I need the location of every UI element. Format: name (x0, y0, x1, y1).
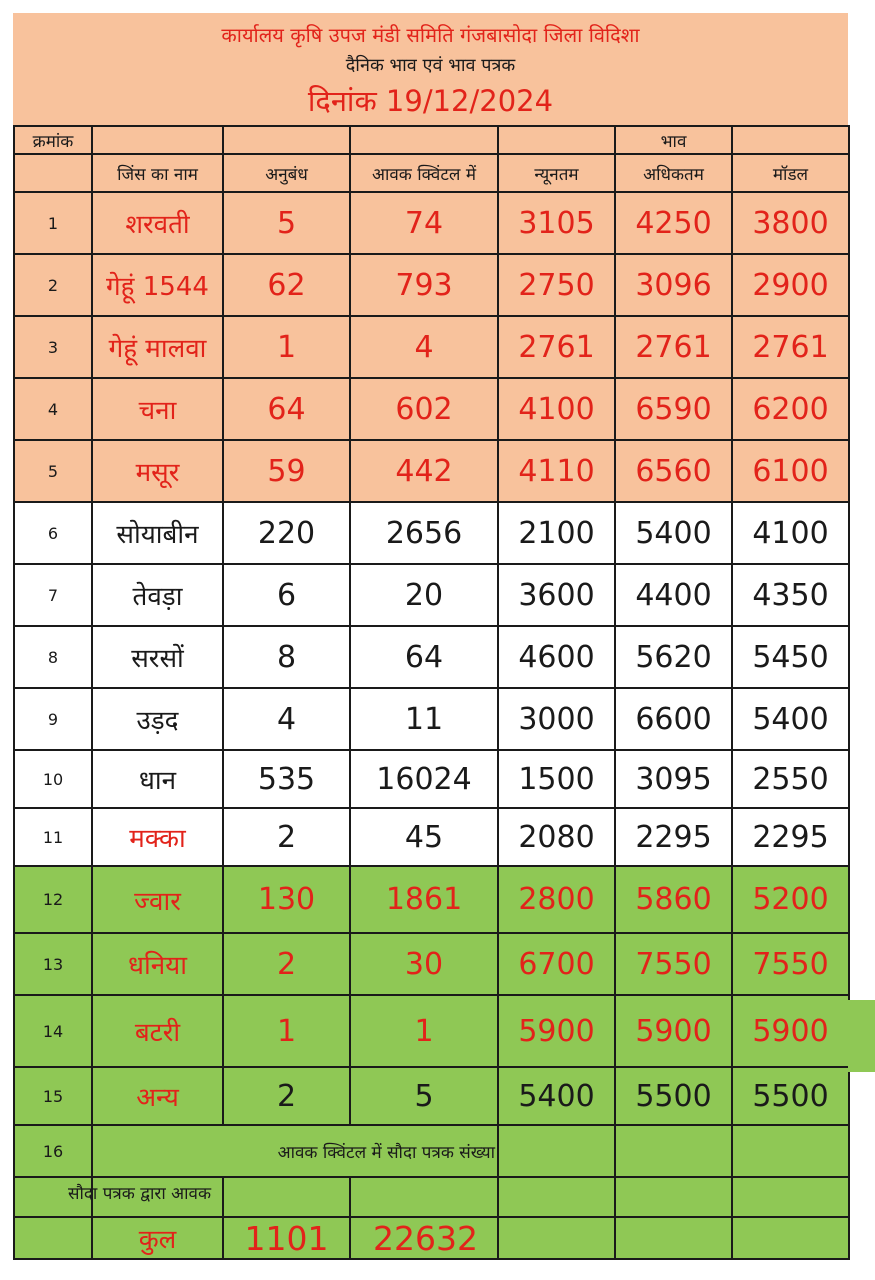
arrival-value: 442 (350, 440, 498, 502)
min-price: 3000 (498, 688, 615, 750)
contracts-value: 220 (223, 502, 350, 564)
table-row (14, 866, 849, 933)
table-header-row-2 (14, 154, 849, 192)
modal-price: 4100 (732, 502, 849, 564)
row-serial: 1 (14, 192, 92, 254)
table-row (14, 192, 849, 254)
commodity-name: अन्य (92, 1067, 223, 1125)
office-title: कार्यालय कृषि उपज मंडी समिति गंजबासोदा जिला विदिशा (221, 23, 640, 47)
table-row (14, 254, 849, 316)
contracts-value: 64 (223, 378, 350, 440)
contracts-value: 130 (223, 866, 350, 933)
modal-price: 2550 (732, 750, 849, 808)
table-row (14, 933, 849, 995)
contracts-value: 6 (223, 564, 350, 626)
commodity-name: मक्का (92, 808, 223, 866)
row-serial: 11 (14, 808, 92, 866)
table-row (14, 750, 849, 808)
row-serial: 16 (14, 1125, 92, 1177)
arrival-value: 793 (350, 254, 498, 316)
modal-price: 2761 (732, 316, 849, 378)
table-row (14, 808, 849, 866)
commodity-name: सरसों (92, 626, 223, 688)
arrival-value: 45 (350, 808, 498, 866)
table-row (14, 378, 849, 440)
highlight-edge (848, 1000, 875, 1072)
modal-price: 2295 (732, 808, 849, 866)
table-row (14, 688, 849, 750)
row-serial: 9 (14, 688, 92, 750)
header-min: न्यूनतम (498, 154, 615, 192)
header-max: अधिकतम (615, 154, 732, 192)
contracts-value: 62 (223, 254, 350, 316)
total-contracts: 1101 (223, 1217, 350, 1259)
arrival-value: 30 (350, 933, 498, 995)
commodity-name: तेवड़ा (92, 564, 223, 626)
max-price: 5400 (615, 502, 732, 564)
total-arrival: 22632 (350, 1217, 498, 1259)
max-price: 2761 (615, 316, 732, 378)
arrival-value: 74 (350, 192, 498, 254)
row-serial: 13 (14, 933, 92, 995)
modal-price: 5500 (732, 1067, 849, 1125)
header-modal: मॉडल (732, 154, 849, 192)
arrival-value: 5 (350, 1067, 498, 1125)
arrival-value: 4 (350, 316, 498, 378)
table-row (14, 440, 849, 502)
max-price: 5500 (615, 1067, 732, 1125)
contracts-value: 4 (223, 688, 350, 750)
contracts-value: 2 (223, 1067, 350, 1125)
sheet-date: दिनांक 19/12/2024 (307, 84, 554, 118)
max-price: 6590 (615, 378, 732, 440)
min-price: 3105 (498, 192, 615, 254)
modal-price: 5400 (732, 688, 849, 750)
header-contracts: अनुबंध (223, 154, 350, 192)
header-arrival: आवक क्विंटल में (350, 154, 498, 192)
header-price-group: भाव (615, 126, 732, 154)
table-row (14, 564, 849, 626)
row-serial: 15 (14, 1067, 92, 1125)
modal-price: 3800 (732, 192, 849, 254)
modal-price: 6200 (732, 378, 849, 440)
row-serial: 3 (14, 316, 92, 378)
min-price: 2750 (498, 254, 615, 316)
arrival-value: 16024 (350, 750, 498, 808)
summary-label: सौदा पत्रक द्वारा आवक (68, 1184, 212, 1204)
row-serial: 5 (14, 440, 92, 502)
min-price: 4100 (498, 378, 615, 440)
commodity-name: धान (92, 750, 223, 808)
sheet-subtitle: दैनिक भाव एवं भाव पत्रक (345, 55, 516, 76)
header-serial: क्रमांक (14, 126, 92, 154)
max-price: 5860 (615, 866, 732, 933)
table-row (14, 316, 849, 378)
min-price: 6700 (498, 933, 615, 995)
max-price: 4400 (615, 564, 732, 626)
commodity-name: बटरी (92, 995, 223, 1067)
contracts-value: 1 (223, 995, 350, 1067)
contracts-value: 1 (223, 316, 350, 378)
table-row (14, 626, 849, 688)
commodity-name: सोयाबीन (92, 502, 223, 564)
max-price: 3096 (615, 254, 732, 316)
commodity-name: शरवती (92, 192, 223, 254)
row-serial: 2 (14, 254, 92, 316)
arrival-value: 20 (350, 564, 498, 626)
contracts-value: 535 (223, 750, 350, 808)
commodity-name: गेहूं मालवा (92, 316, 223, 378)
contracts-value: 8 (223, 626, 350, 688)
deal-count-label: आवक क्विंटल में सौदा पत्रक संख्या (92, 1125, 498, 1177)
price-table (13, 125, 850, 1260)
modal-price: 5200 (732, 866, 849, 933)
row-serial: 7 (14, 564, 92, 626)
max-price: 2295 (615, 808, 732, 866)
price-sheet (13, 13, 848, 1258)
arrival-value: 2656 (350, 502, 498, 564)
modal-price: 5450 (732, 626, 849, 688)
modal-price: 7550 (732, 933, 849, 995)
contracts-value: 2 (223, 808, 350, 866)
table-row-16 (14, 1125, 849, 1177)
commodity-name: मसूर (92, 440, 223, 502)
min-price: 2080 (498, 808, 615, 866)
min-price: 5900 (498, 995, 615, 1067)
row-serial: 10 (14, 750, 92, 808)
arrival-value: 1 (350, 995, 498, 1067)
min-price: 1500 (498, 750, 615, 808)
max-price: 7550 (615, 933, 732, 995)
table-row (14, 995, 849, 1067)
header-commodity: जिंस का नाम (92, 154, 223, 192)
table-header-row-1 (14, 126, 849, 154)
min-price: 4110 (498, 440, 615, 502)
commodity-name: धनिया (92, 933, 223, 995)
max-price: 4250 (615, 192, 732, 254)
commodity-name: ज्वार (92, 866, 223, 933)
max-price: 6560 (615, 440, 732, 502)
arrival-value: 1861 (350, 866, 498, 933)
arrival-value: 64 (350, 626, 498, 688)
max-price: 5620 (615, 626, 732, 688)
min-price: 2100 (498, 502, 615, 564)
modal-price-highlighted: 5900 (732, 995, 849, 1067)
contracts-value: 5 (223, 192, 350, 254)
row-serial: 14 (14, 995, 92, 1067)
contracts-value: 2 (223, 933, 350, 995)
min-price: 2800 (498, 866, 615, 933)
row-serial: 4 (14, 378, 92, 440)
min-price: 4600 (498, 626, 615, 688)
arrival-value: 602 (350, 378, 498, 440)
sheet-header (13, 13, 848, 125)
max-price: 5900 (615, 995, 732, 1067)
modal-price: 6100 (732, 440, 849, 502)
modal-price: 4350 (732, 564, 849, 626)
max-price: 6600 (615, 688, 732, 750)
table-row (14, 502, 849, 564)
min-price: 5400 (498, 1067, 615, 1125)
commodity-name: उड़द (92, 688, 223, 750)
commodity-name: गेहूं 1544 (92, 254, 223, 316)
row-serial: 12 (14, 866, 92, 933)
commodity-name: चना (92, 378, 223, 440)
arrival-value: 11 (350, 688, 498, 750)
max-price: 3095 (615, 750, 732, 808)
min-price: 3600 (498, 564, 615, 626)
table-row (14, 1067, 849, 1125)
total-row (14, 1217, 849, 1259)
min-price: 2761 (498, 316, 615, 378)
row-serial: 6 (14, 502, 92, 564)
total-label: कुल (92, 1217, 223, 1259)
row-serial: 8 (14, 626, 92, 688)
contracts-value: 59 (223, 440, 350, 502)
modal-price: 2900 (732, 254, 849, 316)
